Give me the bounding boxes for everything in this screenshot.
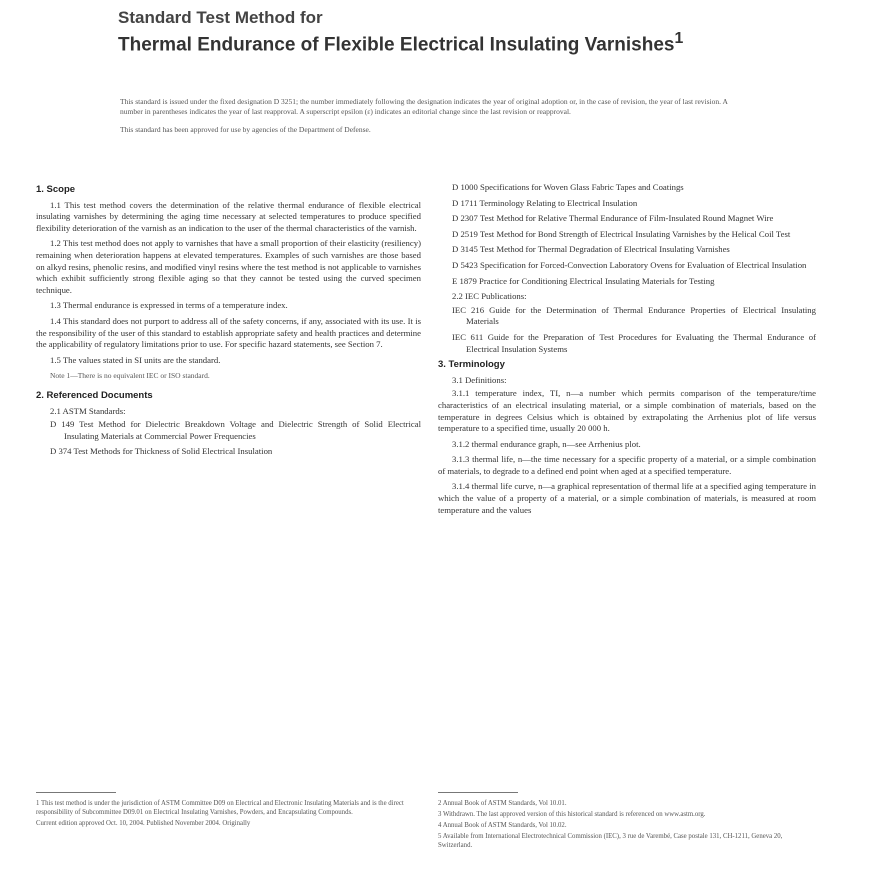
footnote: 5 Available from International Electrotechnical Commission (IEC), 3 rue de Varembé, Case postale 131, CH-1211, Geneva 20, Switzerland. [438,833,783,849]
title-line-1: Standard Test Method for [118,8,323,27]
scope-paragraph-3: 1.3 Thermal endurance is expressed in terms of a temperature index. [50,300,288,311]
scope-paragraph-4: 1.4 This standard does not purport to address all of the safety concerns, if any, associated with its use. It is the responsibility of the user of this standard to establish appropriate safety and health practices and determine the applicability of regulatory limitations prior to use. For specific hazard statements, see Section 7. [36,315,421,350]
scope-heading: 1. Scope [36,184,76,195]
reference-item: D 2519 Test Method for Bond Strength of Electrical Insulating Varnishes by the Helical Coil Test [452,228,791,239]
title-line-2 [118,28,718,56]
title-footnote-marker: 1 [674,30,684,47]
footnote-rule [438,792,518,793]
scope-paragraph-2: 1.2 This test method does not apply to varnishes that have a small proportion of their elasticity (resiliency) remaining when deterioration happens at elevated temperatures. Examples of such varnishes are those based on alkyd resins, phenolic resins, and modified vinyl resins where the test method is not applicable to varnishes which exhibit sufficiently strong flexible aging so that they cannot be tested using the curved specimen technique. [36,238,421,295]
footnote: 2 Annual Book of ASTM Standards, Vol 10.01. [438,800,567,807]
scope-paragraph-1: 1.1 This test method covers the determination of the relative thermal endurance of flexible electrical insulating varnishes by determining the aging time necessary at selected temperatures to produce specified flexibility deterioration of the varnish as an indication to the user of the thermal characteristics of the varnish. [36,199,421,233]
reference-item: E 1879 Practice for Conditioning Electrical Insulating Materials for Testing [452,275,715,286]
left-column [36,182,421,462]
reference-item: D 1711 Terminology Relating to Electrical Insulation [452,197,638,208]
reference-item: D 2307 Test Method for Relative Thermal Endurance of Film-Insulated Round Magnet Wire [452,213,774,224]
definition-paragraph: 3.1.1 temperature index, TI, n—a number which permits comparison of the temperature/time characteristics of an electrical insulating material, or a simple combination of materials, based on the temperature in degrees Celsius which is obtained by extrapolating the Arrhenius plot of life versus temperature to a specified time, usually 20 000 h. [438,388,816,434]
footnote: 3 Withdrawn. The last approved version of this historical standard is referenced on www.astm.org. [438,811,706,818]
iec-publications-subheading: 2.2 IEC Publications: [452,291,527,302]
right-footnotes [438,792,816,852]
astm-standards-subheading: 2.1 ASTM Standards: [50,405,126,416]
scope-note: Note 1—There is no equivalent IEC or ISO standard. [50,371,210,381]
right-column [438,182,816,520]
terminology-heading: 3. Terminology [438,359,505,371]
standard-notice [120,97,730,143]
left-footnotes [36,792,421,830]
definition-paragraph: 3.1.3 thermal life, n—the time necessary for a specific property of a material, or a simple combination of materials, to degrade to a defined end point when aged at a specified temperature. [438,454,816,476]
title-text: Thermal Endurance of Flexible Electrical Insulating Varnishes [118,34,675,56]
reference-item: D 3145 Test Method for Thermal Degradation of Electrical Insulating Varnishes [452,244,730,255]
footnote: Current edition approved Oct. 10, 2004. Published November 2004. Originally [36,820,251,827]
reference-item: D 149 Test Method for Dielectric Breakdown Voltage and Dielectric Strength of Solid Electrical Insulating Materials at Commercial Power Frequencies [50,419,421,441]
reference-item: D 374 Test Methods for Thickness of Solid Electrical Insulation [50,446,273,457]
document-title [118,8,718,56]
scope-paragraph-5: 1.5 The values stated in SI units are the standard. [50,354,221,365]
footnote: 4 Annual Book of ASTM Standards, Vol 10.02. [438,822,567,829]
reference-item: D 1000 Specifications for Woven Glass Fabric Tapes and Coatings [452,182,684,192]
notice-paragraph-1: This standard is issued under the fixed designation D 3251; the number immediately following the designation indicates the year of original adoption or, in the case of revision, the year of last revision. A number in parentheses indicates the year of last reapproval. A superscript epsilon (ε) indicates an editorial change since the last revision or reapproval. [120,97,728,116]
footnote-rule [36,792,116,793]
notice-paragraph-2: This standard has been approved for use by agencies of the Department of Defense. [120,125,371,134]
reference-item: D 5423 Specification for Forced-Convection Laboratory Ovens for Evaluation of Electrical Insulation [452,259,807,270]
definitions-subheading: 3.1 Definitions: [452,374,507,385]
referenced-documents-heading: 2. Referenced Documents [36,389,153,401]
definition-paragraph: 3.1.2 thermal endurance graph, n—see Arrhenius plot. [452,438,641,449]
iec-reference-item: IEC 611 Guide for the Preparation of Test Procedures for Evaluating the Thermal Endurance of Electrical Insulation Systems [452,331,816,354]
iec-reference-item: IEC 216 Guide for the Determination of Thermal Endurance Properties of Electrical Insulating Materials [452,304,816,327]
definition-paragraph: 3.1.4 thermal life curve, n—a graphical representation of thermal life at a specified aging temperature in which the value of a property of a material, or a simple combination of materials, is measured at room temperature and the values [438,481,816,515]
footnote: 1 This test method is under the jurisdiction of ASTM Committee D09 on Electrical and Electronic Insulating Materials and is the direct responsibility of Subcommittee D09.01 on Electrical Insulating Varnishes, Powders, and Encapsulating Compounds. [36,800,404,816]
